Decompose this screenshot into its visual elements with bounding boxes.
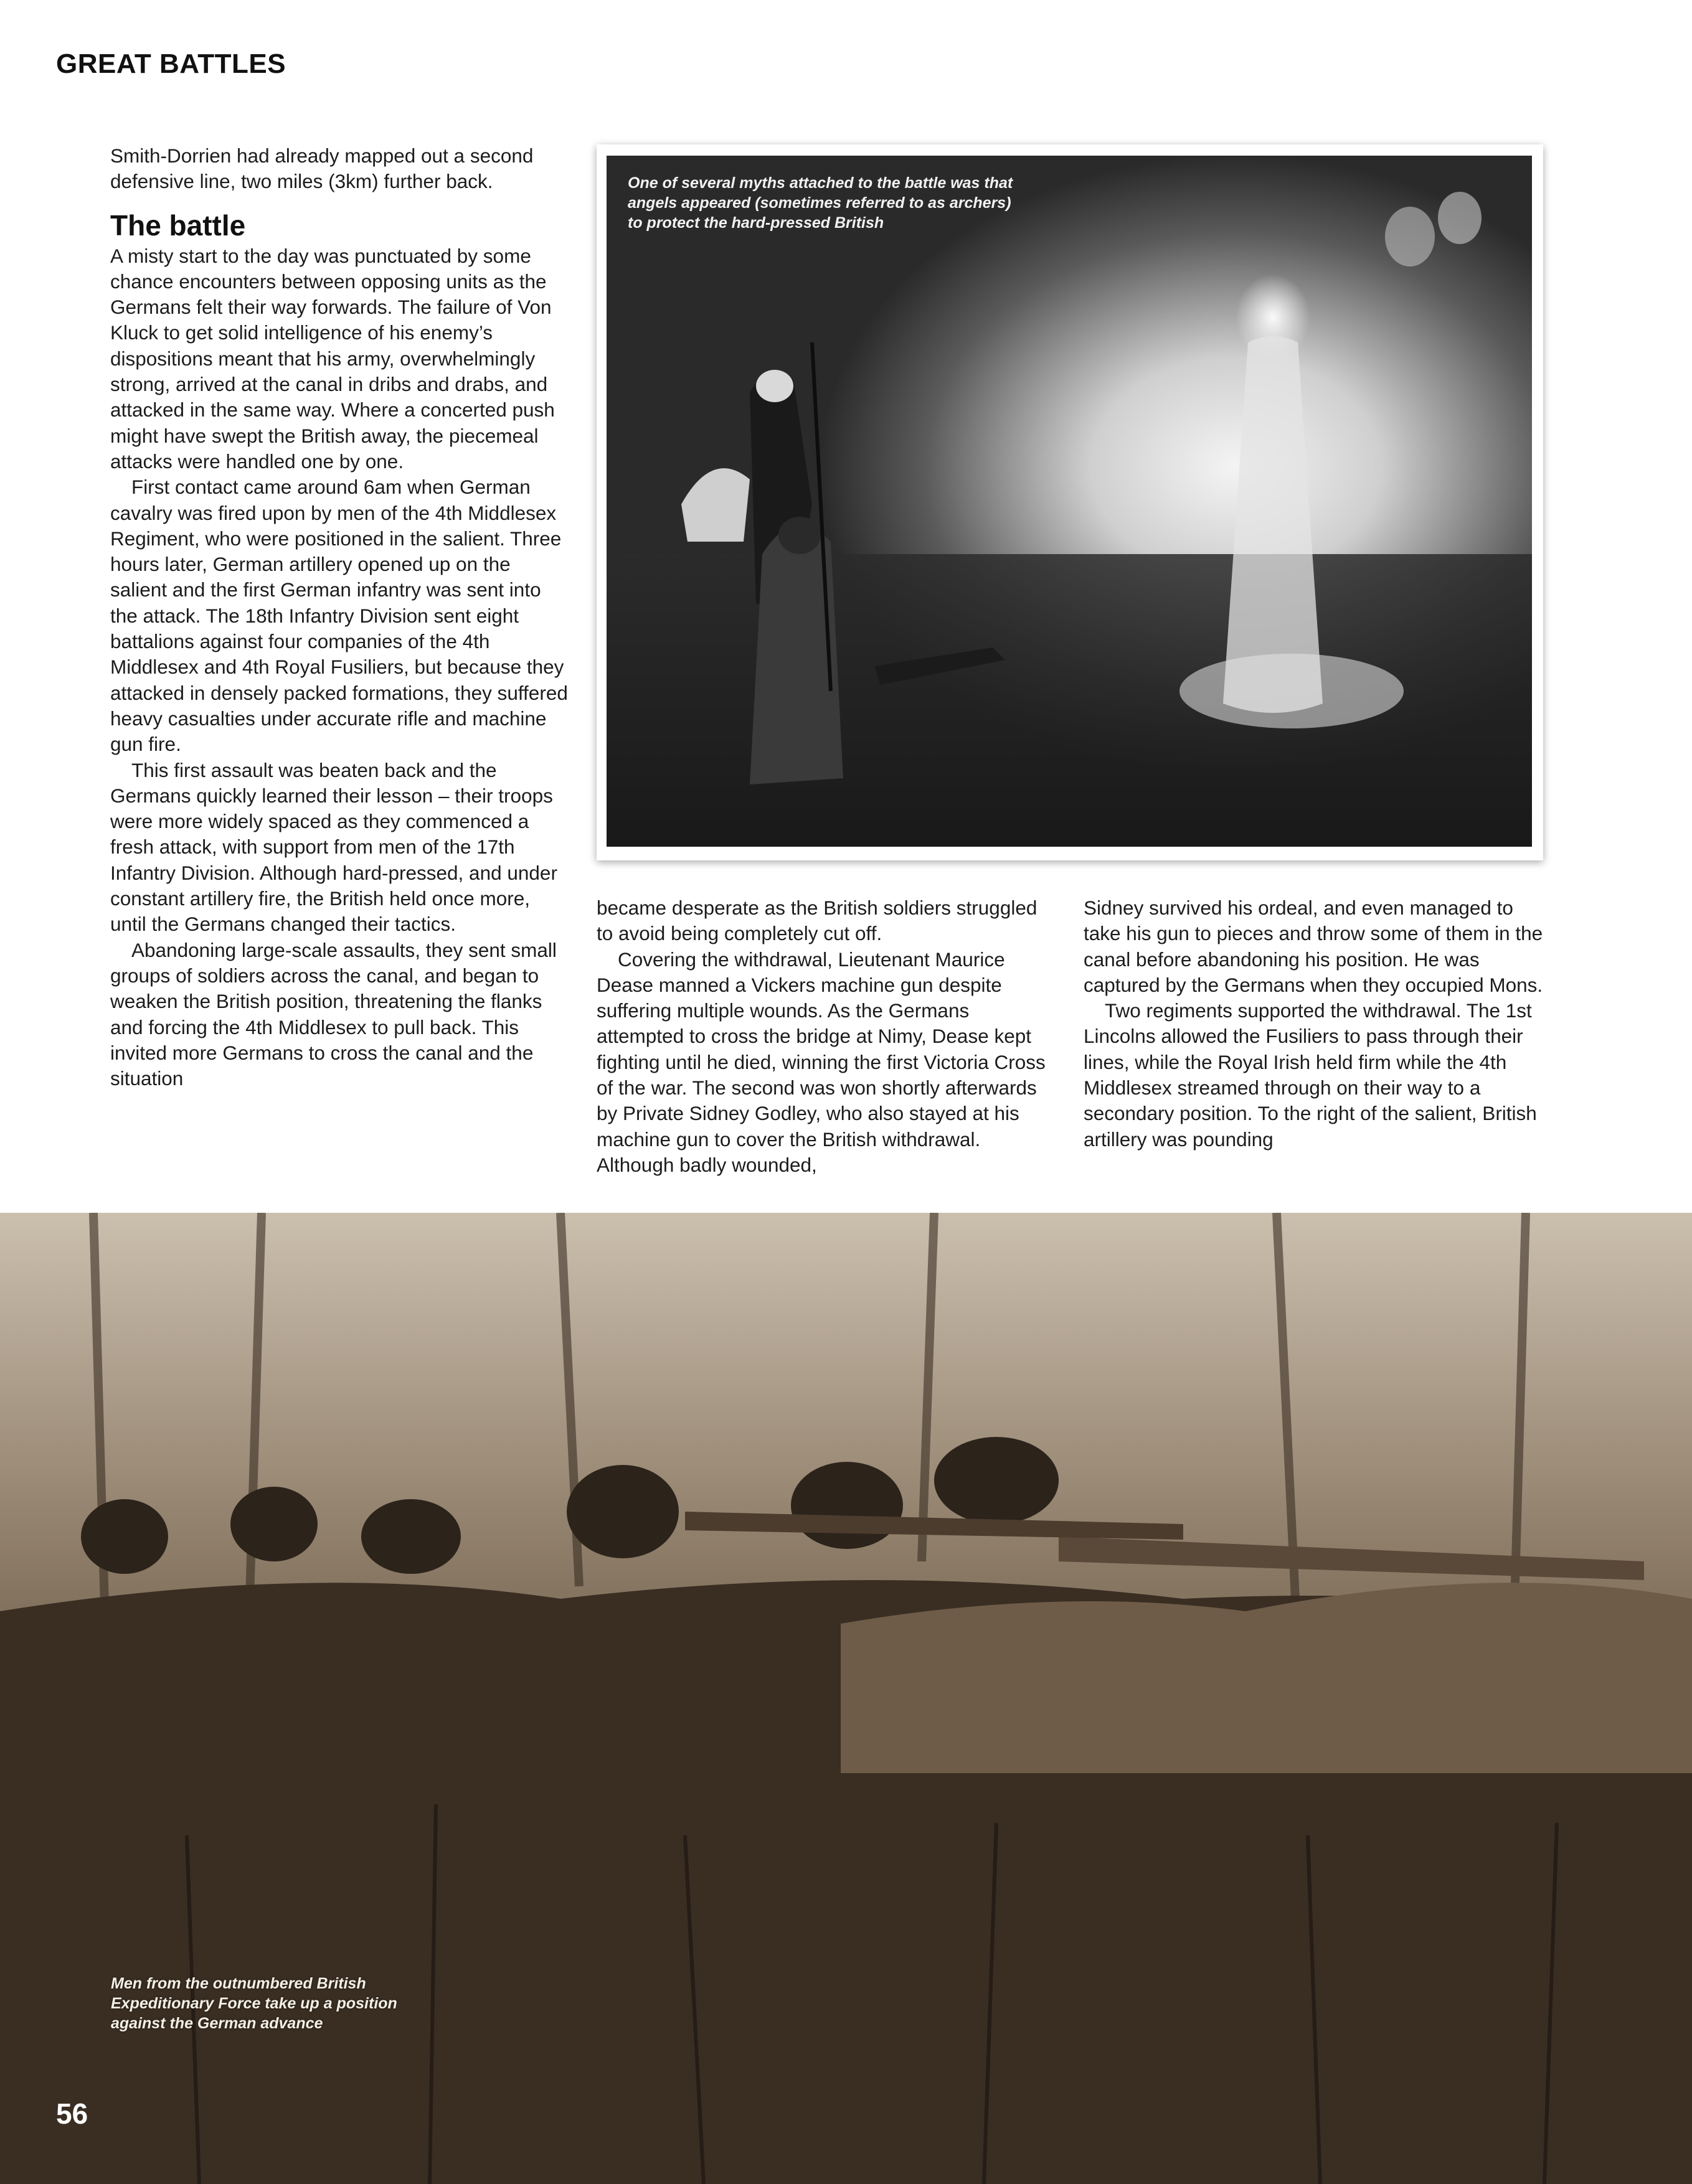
article-column-3	[1084, 895, 1544, 1152]
angels-painting	[607, 156, 1532, 847]
body-paragraph: Abandoning large-scale assaults, they sent small groups of soldiers across the canal, and began to weaken the British position, threatening the flanks and forcing the 4th Middlesex to pull back. This invited more Germans to cross the canal and the situation	[110, 938, 557, 1090]
article-column-2	[597, 895, 1057, 1178]
body-paragraph: became desperate as the British soldiers struggled to avoid being completely cut off.	[597, 897, 1037, 945]
section-header: GREAT BATTLES	[56, 49, 286, 79]
intro-paragraph: Smith-Dorrien had already mapped out a second defensive line, two miles (3km) further back.	[110, 144, 534, 193]
body-paragraph: Sidney survived his ordeal, and even managed to take his gun to pieces and throw some of them in the canal before abandoning his position. He was captured by the Germans when they occupied Mons.	[1084, 897, 1543, 996]
angels-caption: One of several myths attached to the battle was that angels appeared (sometimes referred to as archers) to protect the hard-pressed British	[628, 174, 1013, 232]
article-column-1	[110, 143, 571, 1091]
body-paragraph: Two regiments supported the withdrawal. The 1st Lincolns allowed the Fusiliers to pass through their lines, while the Royal Irish held firm while the 4th Middlesex streamed through on their way to a secondary position. To the right of the salient, British artillery was pounding	[1084, 999, 1537, 1151]
body-paragraph: A misty start to the day was punctuated by some chance encounters between opposing units as the Germans felt their way forwards. The failure of Von Kluck to get solid intelligence of his enemy’s dispositions meant that his army, overwhelmingly strong, arrived at the canal in dribs and drabs, and attacked in the same way. Where a concerted push might have swept the British away, the piecemeal attacks were handled one by one.	[110, 244, 555, 473]
soldiers-photograph	[0, 1213, 1692, 2184]
body-paragraph: This first assault was beaten back and the Germans quickly learned their lesson – their troops were more widely spaced as they commenced a fresh attack, with support from men of the 17th Infantry Division. Although hard-pressed, and under constant artillery fire, the British held once more, until the Germans changed their tactics.	[110, 758, 557, 936]
angels-painting-frame	[597, 144, 1543, 860]
body-paragraph: First contact came around 6am when German cavalry was fired upon by men of the 4th Middlesex Regiment, who were positioned in the salient. Three hours later, German artillery opened up on the salient and the first German infantry was sent into the attack. The 18th Infantry Division sent eight battalions against four companies of the 4th Middlesex and 4th Royal Fusiliers, but because they attacked in densely packed formations, they suffered heavy casualties under accurate rifle and machine gun fire.	[110, 476, 568, 756]
page-number: 56	[56, 2097, 88, 2130]
subheading-the-battle: The battle	[110, 209, 246, 242]
body-paragraph: Covering the withdrawal, Lieutenant Maurice Dease manned a Vickers machine gun despite suffering multiple wounds. As the Germans attempted to cross the bridge at Nimy, Dease kept fighting until he died, winning the first Victoria Cross of the war. The second was won shortly afterwards by Private Sidney Godley, who also stayed at his machine gun to cover the British withdrawal. Although badly wounded,	[597, 948, 1046, 1176]
soldiers-caption: Men from the outnumbered British Expeditionary Force take up a position against the German advance	[111, 1975, 397, 2032]
